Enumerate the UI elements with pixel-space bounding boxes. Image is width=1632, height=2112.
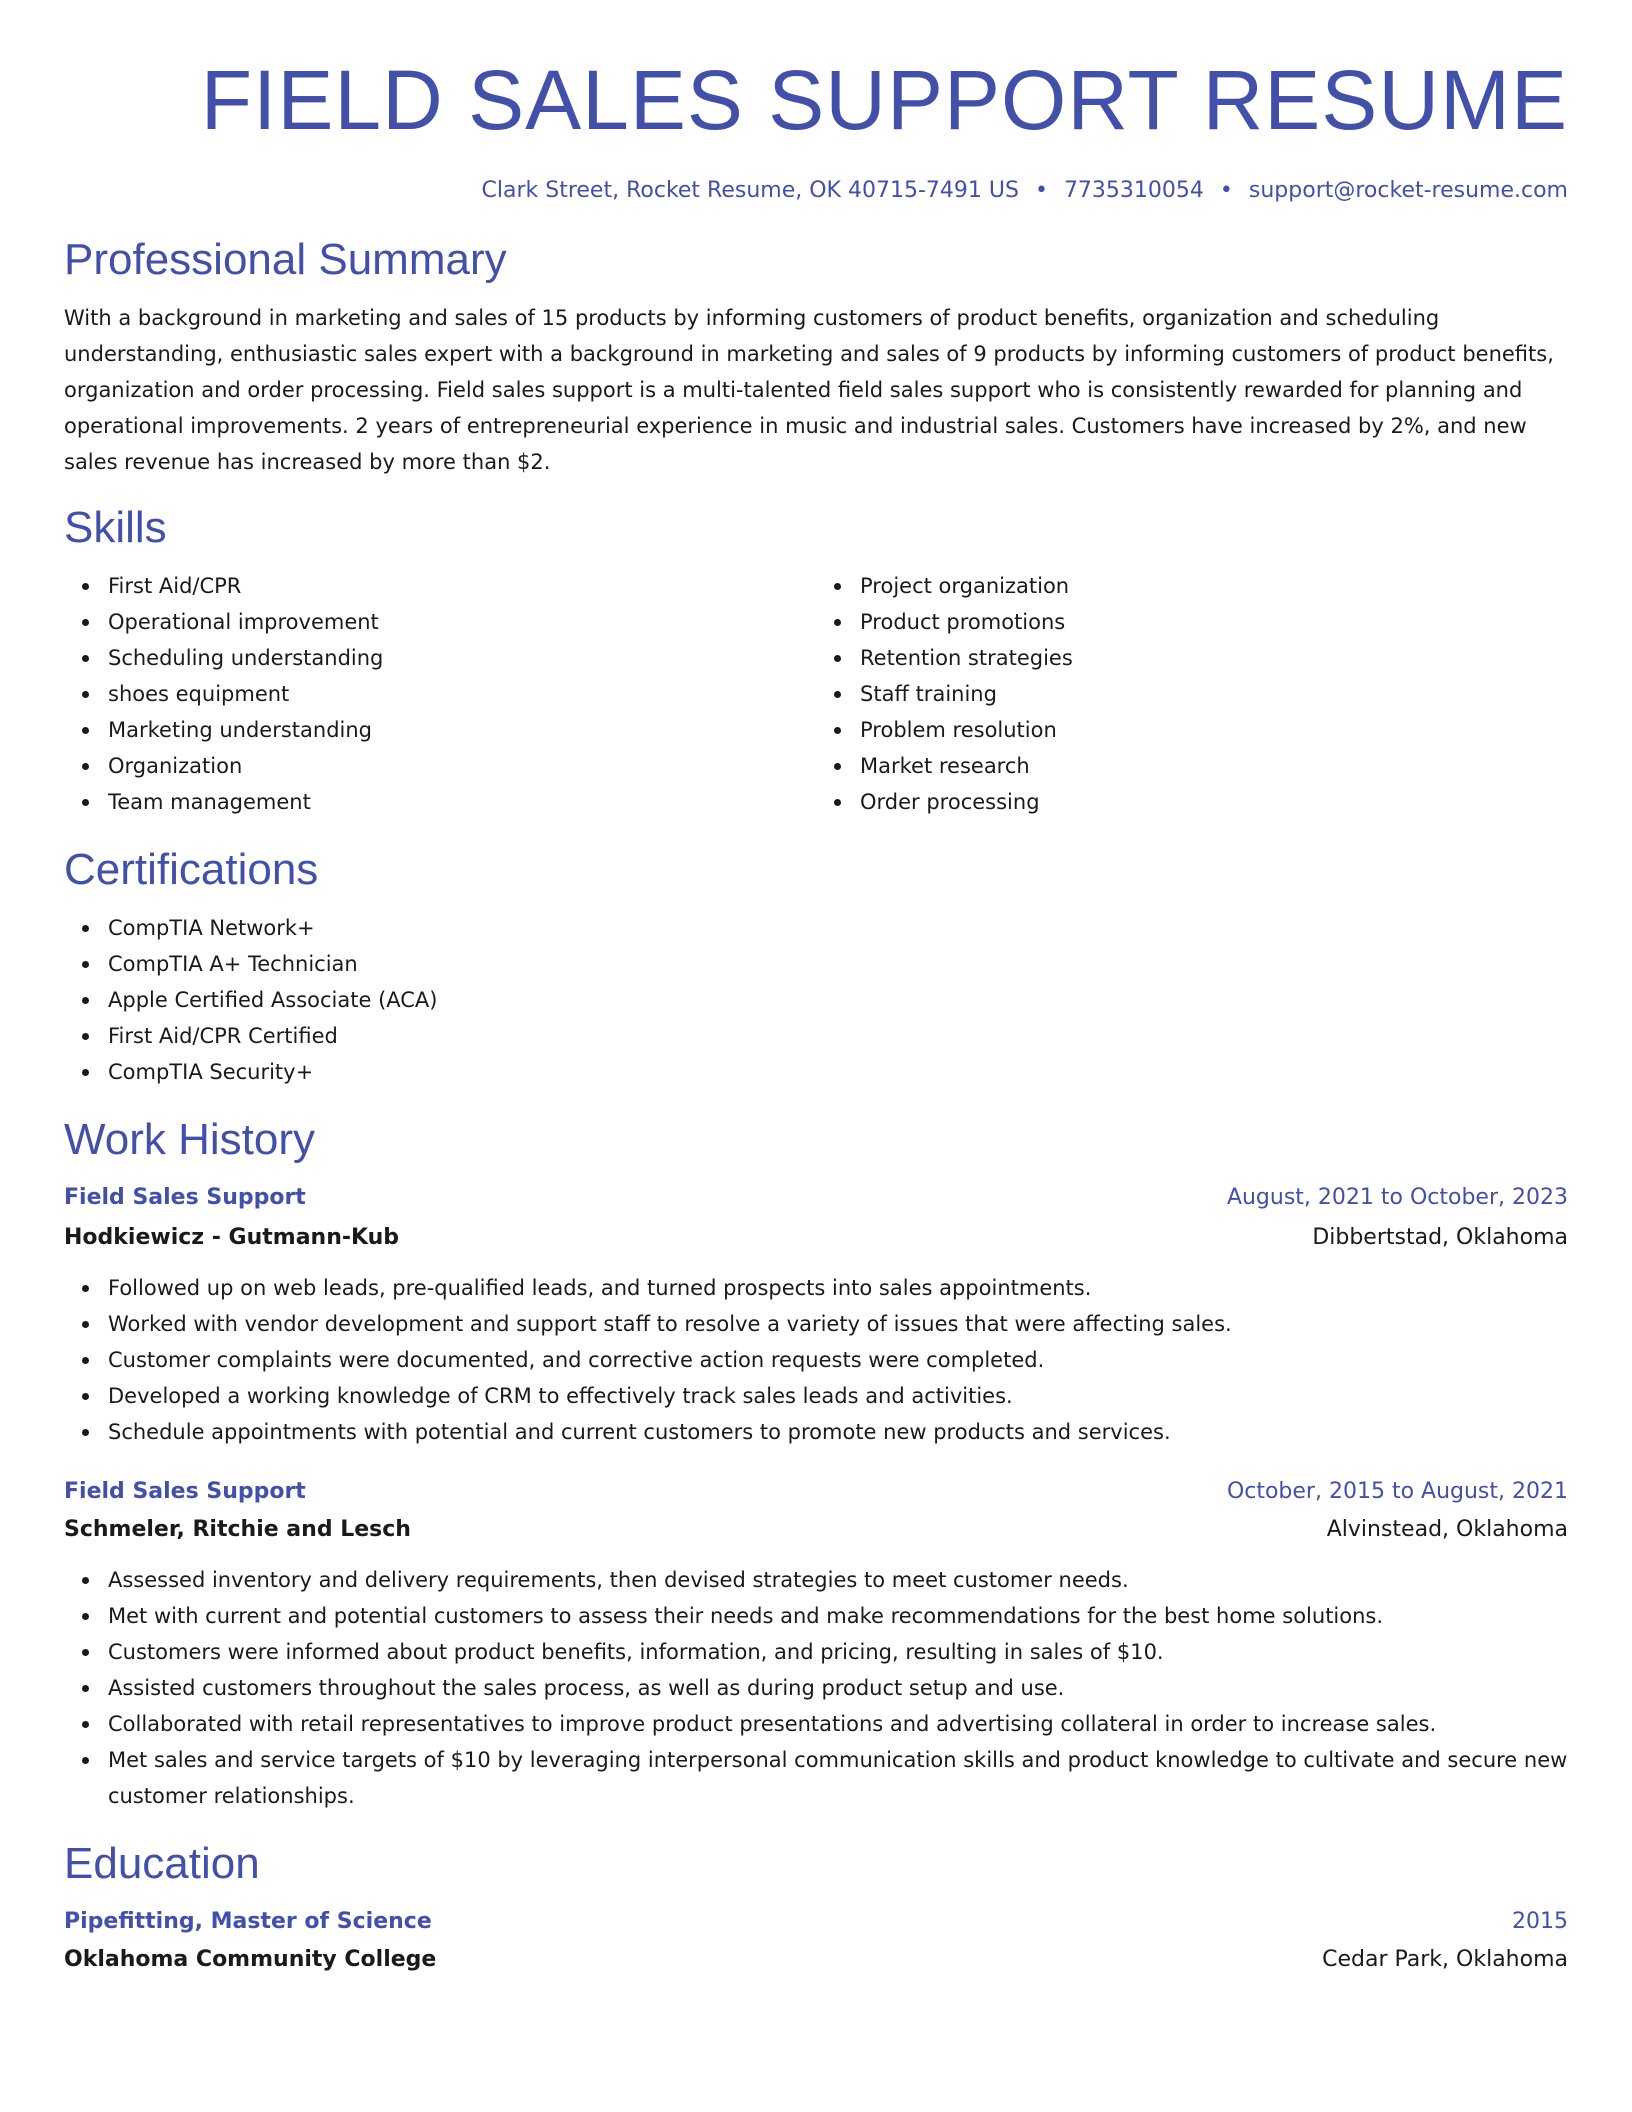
- education-year: 2015: [1512, 1909, 1568, 1934]
- certification-item: First Aid/CPR Certified: [108, 1018, 1568, 1054]
- skills-section: [64, 500, 1568, 820]
- job-company: Schmeler, Ritchie and Lesch: [64, 1517, 411, 1542]
- contact-line: [64, 176, 1568, 206]
- skill-item: Product promotions: [860, 604, 1568, 640]
- job-location: Alvinstead, Oklahoma: [1326, 1517, 1568, 1542]
- resume-header: [64, 0, 1568, 206]
- skill-item: Project organization: [860, 568, 1568, 604]
- job-dates: August, 2021 to October, 2023: [1226, 1185, 1568, 1210]
- skill-item: shoes equipment: [108, 676, 816, 712]
- contact-email: support@rocket-resume.com: [1248, 178, 1568, 203]
- certification-item: CompTIA Network+: [108, 910, 1568, 946]
- work-history-heading: Work History: [64, 1115, 315, 1164]
- certifications-heading: Certifications: [64, 845, 319, 894]
- summary-heading: Professional Summary: [64, 235, 507, 284]
- work-history-section: [64, 1112, 1568, 1814]
- job-bullet: Worked with vendor development and support staff to resolve a variety of issues that were affecting sales.: [108, 1306, 1568, 1342]
- job-bullets: [64, 1562, 1568, 1814]
- job-bullet: Assisted customers throughout the sales process, as well as during product setup and use.: [108, 1670, 1568, 1706]
- job-bullet: Customers were informed about product benefits, information, and pricing, resulting in sales of $10.: [108, 1634, 1568, 1670]
- skill-item: Market research: [860, 748, 1568, 784]
- job-dates: October, 2015 to August, 2021: [1226, 1479, 1568, 1504]
- job-entry: [64, 1474, 1568, 1814]
- certification-item: CompTIA Security+: [108, 1054, 1568, 1090]
- job-subheader: [64, 1220, 1568, 1256]
- skill-item: Team management: [108, 784, 816, 820]
- certification-item: CompTIA A+ Technician: [108, 946, 1568, 982]
- job-company: Hodkiewicz - Gutmann-Kub: [64, 1225, 400, 1250]
- skill-item: First Aid/CPR: [108, 568, 816, 604]
- job-bullet: Developed a working knowledge of CRM to effectively track sales leads and activities.: [108, 1378, 1568, 1414]
- skills-columns: [64, 568, 1568, 820]
- job-bullet: Collaborated with retail representatives to improve product presentations and advertising collateral in order to increase sales.: [108, 1706, 1568, 1742]
- education-heading: Education: [64, 1839, 260, 1888]
- contact-phone: 7735310054: [1063, 178, 1204, 203]
- job-title: Field Sales Support: [64, 1479, 306, 1504]
- skills-heading: Skills: [64, 503, 167, 552]
- education-school: Oklahoma Community College: [64, 1947, 437, 1972]
- job-bullet: Schedule appointments with potential and current customers to promote new products and services.: [108, 1414, 1568, 1450]
- job-header: [64, 1180, 1568, 1216]
- skill-item: Marketing understanding: [108, 712, 816, 748]
- skill-item: Scheduling understanding: [108, 640, 816, 676]
- summary-section: [64, 232, 1568, 480]
- skill-item: Operational improvement: [108, 604, 816, 640]
- job-bullet: Met sales and service targets of $10 by leveraging interpersonal communication skills and product knowledge to cultivate and secure new customer relationships.: [108, 1742, 1568, 1814]
- certification-item: Apple Certified Associate (ACA): [108, 982, 1568, 1018]
- education-degree: Pipefitting, Master of Science: [64, 1909, 432, 1934]
- job-bullet: Assessed inventory and delivery requirements, then devised strategies to meet customer needs.: [108, 1562, 1568, 1598]
- skill-item: Staff training: [860, 676, 1568, 712]
- certifications-section: [64, 842, 1568, 1090]
- job-header: [64, 1474, 1568, 1510]
- skills-list-left: [64, 568, 816, 820]
- skill-item: Retention strategies: [860, 640, 1568, 676]
- job-subheader: [64, 1512, 1568, 1548]
- job-bullet: Met with current and potential customers to assess their needs and make recommendations for the best home solutions.: [108, 1598, 1568, 1634]
- job-bullet: Customer complaints were documented, and corrective action requests were completed.: [108, 1342, 1568, 1378]
- education-subheader: [64, 1942, 1568, 1978]
- skills-list-right: [816, 568, 1568, 820]
- contact-separator: •: [1219, 178, 1233, 203]
- certifications-list: [64, 910, 1568, 1090]
- job-entry: [64, 1180, 1568, 1450]
- contact-address: Clark Street, Rocket Resume, OK 40715-7491 US: [481, 178, 1019, 203]
- skill-item: Organization: [108, 748, 816, 784]
- job-bullet: Followed up on web leads, pre-qualified leads, and turned prospects into sales appointments.: [108, 1270, 1568, 1306]
- summary-text: With a background in marketing and sales of 15 products by informing customers of product benefits, organization and scheduling understanding, enthusiastic sales expert with a background in marketing and sales of 9 products by informing customers of product benefits, organization and order processing. Field sales support is a multi-talented field sales support who is consistently rewarded for planning and operational improvements. 2 years of entrepreneurial experience in music and industrial sales. Customers have increased by 2%, and new sales revenue has increased by more than $2.: [64, 306, 1554, 474]
- job-title: Field Sales Support: [64, 1185, 306, 1210]
- contact-separator: •: [1034, 178, 1048, 203]
- education-location: Cedar Park, Oklahoma: [1322, 1947, 1568, 1972]
- job-location: Dibbertstad, Oklahoma: [1312, 1225, 1568, 1250]
- skill-item: Order processing: [860, 784, 1568, 820]
- skill-item: Problem resolution: [860, 712, 1568, 748]
- resume-title: FIELD SALES SUPPORT RESUME: [200, 53, 1568, 147]
- job-bullets: [64, 1270, 1568, 1450]
- education-header: [64, 1904, 1568, 1940]
- education-section: [64, 1836, 1568, 1978]
